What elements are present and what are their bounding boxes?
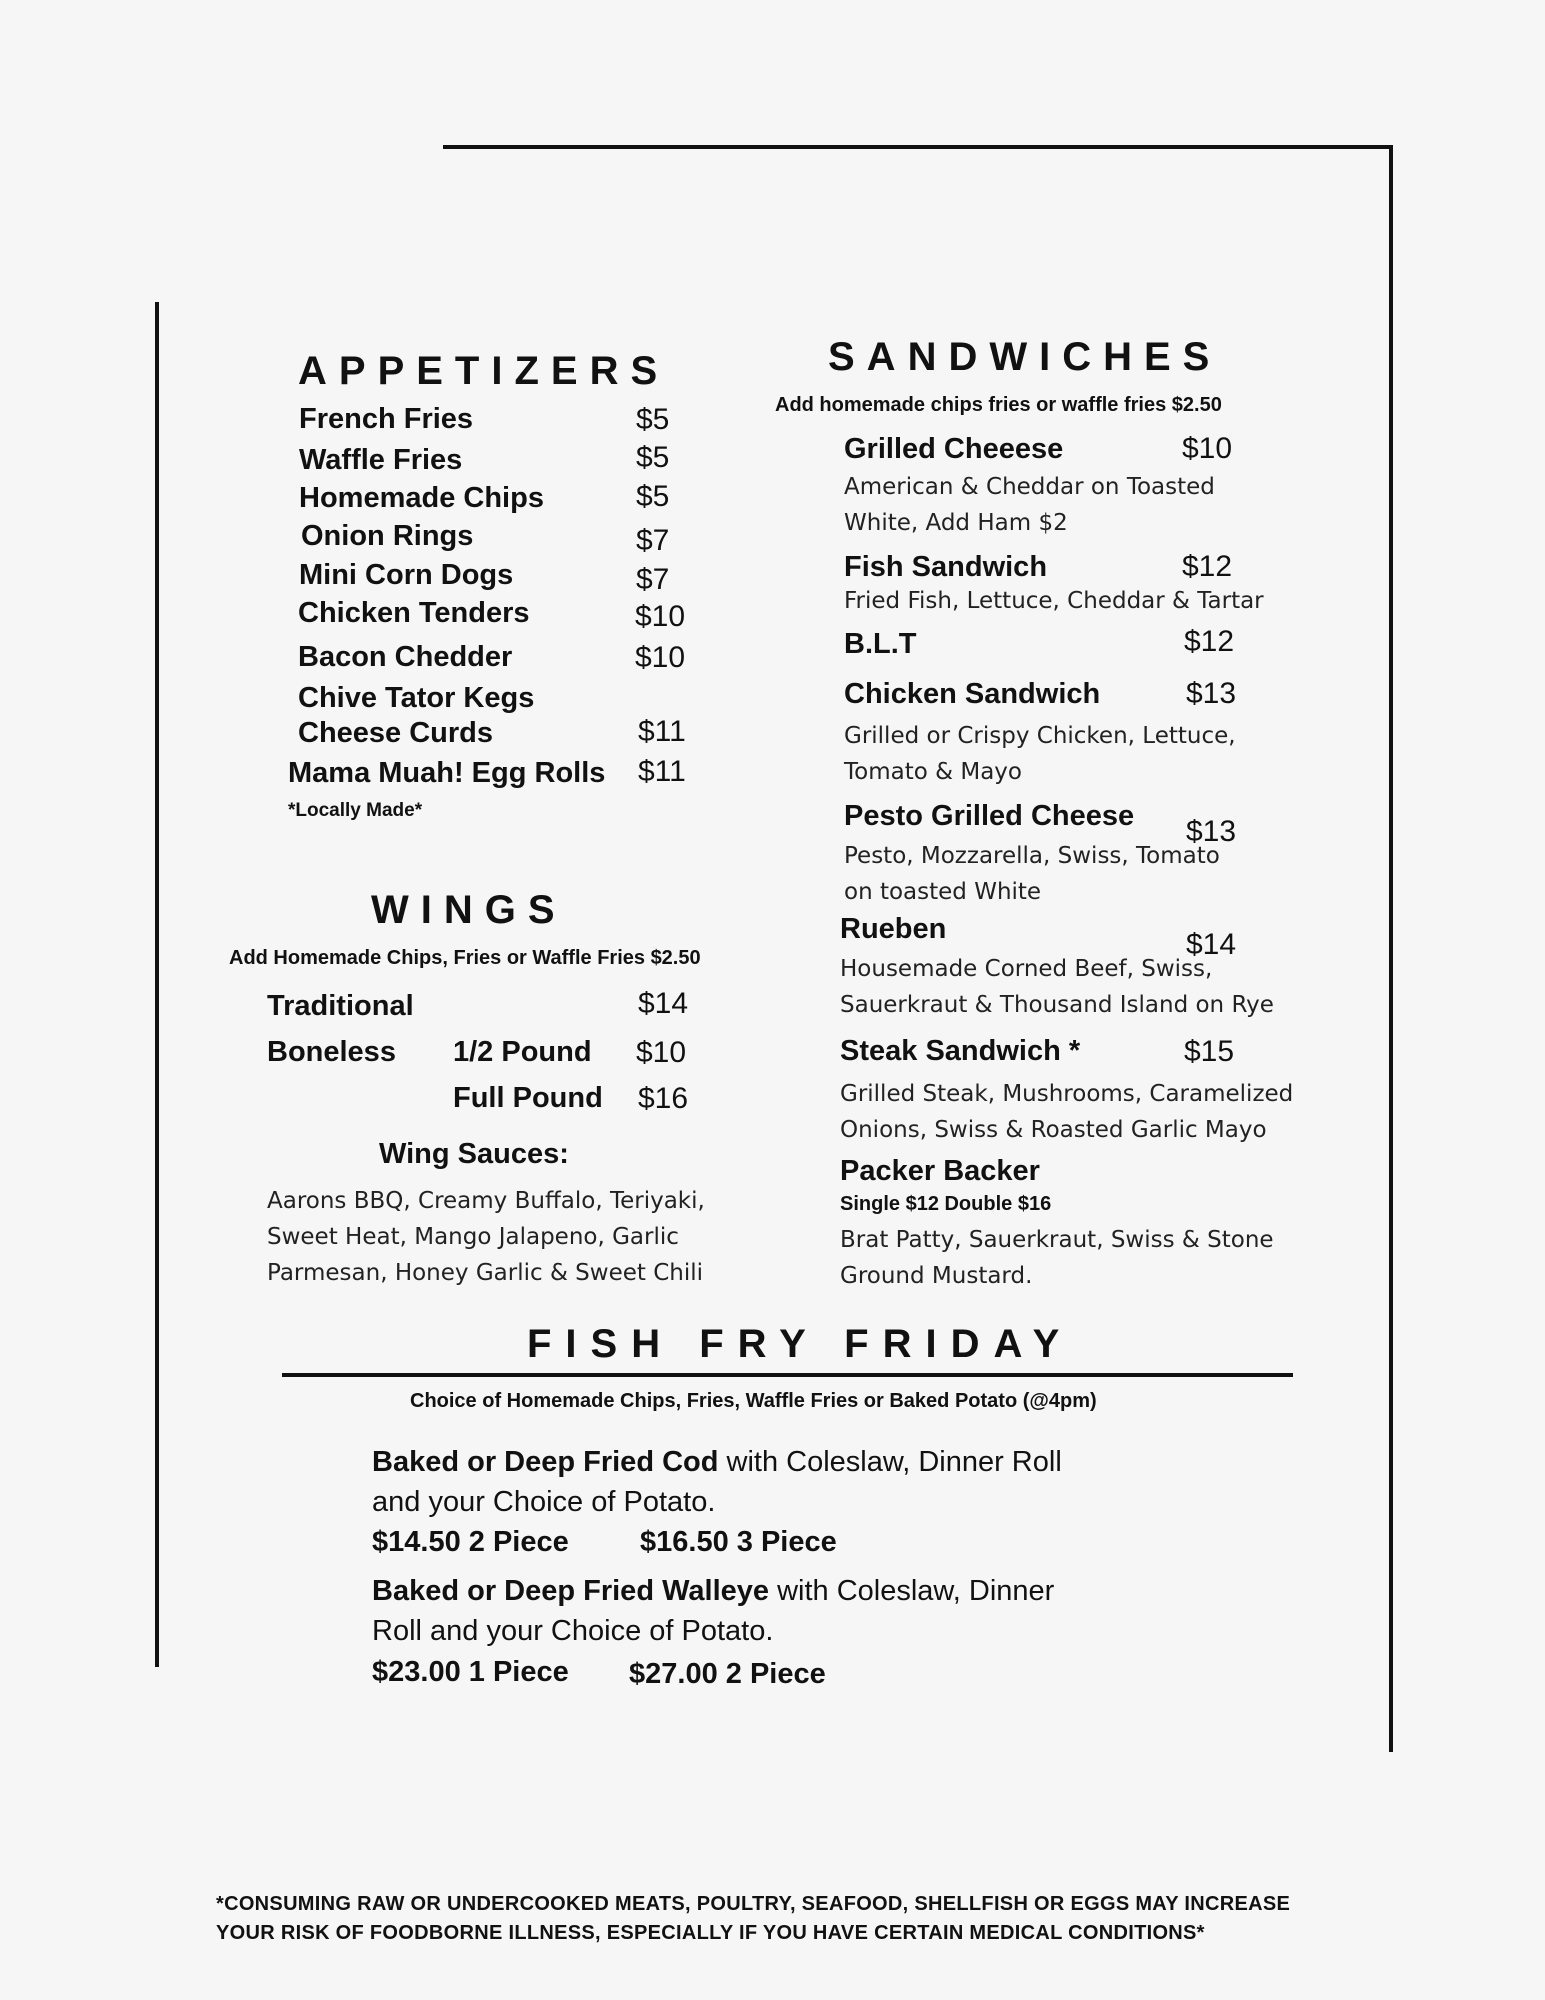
sandwich-name: B.L.T [844,628,917,660]
walleye-price-1-piece: $23.00 1 Piece [372,1656,569,1688]
appetizers-heading: APPETIZERS [298,349,670,393]
wing-sauces-line: Aarons BBQ, Creamy Buffalo, Teriyaki, [267,1188,705,1214]
sandwich-price: $13 [1186,677,1237,710]
appetizer-name: Cheese Curds [298,717,494,749]
wings-traditional-price: $14 [638,987,689,1020]
sandwich-desc: Tomato & Mayo [844,759,1022,785]
appetizer-price: $11 [638,715,686,748]
wings-half-pound-price: $10 [636,1036,687,1069]
frame-left-line [155,302,159,1667]
sandwich-desc: American & Cheddar on Toasted [844,474,1215,500]
locally-made-note: *Locally Made* [288,800,423,821]
appetizer-name: Bacon Chedder [298,641,513,673]
wings-full-pound-price: $16 [638,1082,689,1115]
wings-heading: WINGS [371,888,567,932]
sandwich-price: $13 [1186,815,1237,848]
wings-subtitle: Add Homemade Chips, Fries or Waffle Fries $2.50 [229,947,701,969]
sandwich-price: $15 [1184,1035,1235,1068]
walleye-price-2-piece: $27.00 2 Piece [629,1658,826,1690]
wings-boneless-name: Boneless [267,1036,396,1068]
frame-top-line [443,145,1393,149]
cod-price-3-piece: $16.50 3 Piece [640,1526,837,1558]
wing-sauces-title: Wing Sauces: [379,1138,569,1170]
sandwich-name: Chicken Sandwich [844,678,1101,710]
sandwich-desc: Grilled Steak, Mushrooms, Caramelized [840,1081,1294,1107]
sandwich-price: $12 [1184,625,1235,658]
appetizer-name: Onion Rings [301,520,474,552]
appetizer-price: $7 [636,524,670,557]
wings-traditional-name: Traditional [267,990,414,1022]
sandwich-desc: White, Add Ham $2 [844,510,1068,536]
sandwich-desc: Sauerkraut & Thousand Island on Rye [840,992,1274,1018]
fish-fry-rule [282,1373,1293,1377]
sandwich-price: $10 [1182,432,1233,465]
packer-backer-prices: Single $12 Double $16 [840,1193,1052,1215]
wings-half-pound-label: 1/2 Pound [453,1036,592,1068]
appetizer-price: $5 [636,441,670,474]
cod-line-1-rest: with Coleslaw, Dinner Roll [718,1446,1062,1478]
wing-sauces-line: Parmesan, Honey Garlic & Sweet Chili [267,1260,704,1286]
walleye-line-2: Roll and your Choice of Potato. [372,1615,774,1647]
cod-line-2: and your Choice of Potato. [372,1486,716,1518]
wings-full-pound-label: Full Pound [453,1082,603,1114]
appetizer-name: Mini Corn Dogs [299,559,514,591]
sandwich-name: Packer Backer [840,1155,1040,1187]
sandwich-desc: Fried Fish, Lettuce, Cheddar & Tartar [844,588,1264,614]
sandwich-name: Steak Sandwich * [840,1035,1081,1067]
walleye-line-1 [372,1575,1054,1608]
sandwich-desc: Onions, Swiss & Roasted Garlic Mayo [840,1117,1267,1143]
appetizer-name: Mama Muah! Egg Rolls [288,757,606,789]
appetizer-price: $10 [635,641,686,674]
appetizer-name: Chicken Tenders [298,597,530,629]
sandwich-desc: Ground Mustard. [840,1263,1033,1289]
disclaimer-line-1: *CONSUMING RAW OR UNDERCOOKED MEATS, POULTRY, SEAFOOD, SHELLFISH OR EGGS MAY INCREASE [216,1893,1291,1915]
appetizer-price: $10 [635,600,686,633]
cod-price-2-piece: $14.50 2 Piece [372,1526,569,1558]
cod-line-1 [372,1446,1062,1479]
cod-name: Baked or Deep Fried Cod [372,1446,719,1478]
appetizer-name: Homemade Chips [299,482,544,514]
walleye-name: Baked or Deep Fried Walleye [372,1575,770,1607]
sandwich-desc: Grilled or Crispy Chicken, Lettuce, [844,723,1236,749]
sandwiches-heading: SANDWICHES [828,335,1222,379]
sandwiches-subtitle: Add homemade chips fries or waffle fries $2.50 [775,394,1222,416]
frame-right-line [1389,145,1393,1752]
appetizer-price: $5 [636,480,670,513]
fish-fry-heading: FISH FRY FRIDAY [527,1322,1074,1366]
sandwich-name: Pesto Grilled Cheese [844,800,1135,832]
wing-sauces-line: Sweet Heat, Mango Jalapeno, Garlic [267,1224,679,1250]
fish-fry-subtitle: Choice of Homemade Chips, Fries, Waffle Fries or Baked Potato (@4pm) [410,1390,1097,1412]
appetizer-name: Waffle Fries [299,444,463,476]
appetizer-name: Chive Tator Kegs [298,682,535,714]
sandwich-price: $12 [1182,550,1233,583]
sandwich-name: Fish Sandwich [844,551,1048,583]
sandwich-desc: Housemade Corned Beef, Swiss, [840,956,1213,982]
sandwich-name: Grilled Cheeese [844,433,1064,465]
sandwich-price: $14 [1186,928,1237,961]
walleye-line-1-rest: with Coleslaw, Dinner [769,1575,1055,1607]
appetizer-name: French Fries [299,403,474,435]
appetizer-price: $11 [638,755,686,788]
disclaimer-line-2: YOUR RISK OF FOODBORNE ILLNESS, ESPECIALLY IF YOU HAVE CERTAIN MEDICAL CONDITIONS* [216,1922,1205,1944]
sandwich-desc: Brat Patty, Sauerkraut, Swiss & Stone [840,1227,1274,1253]
sandwich-desc: Pesto, Mozzarella, Swiss, Tomato [844,843,1220,869]
sandwich-desc: on toasted White [844,879,1042,905]
sandwich-name: Rueben [840,913,947,945]
appetizer-price: $7 [636,563,670,596]
appetizer-price: $5 [636,403,670,436]
